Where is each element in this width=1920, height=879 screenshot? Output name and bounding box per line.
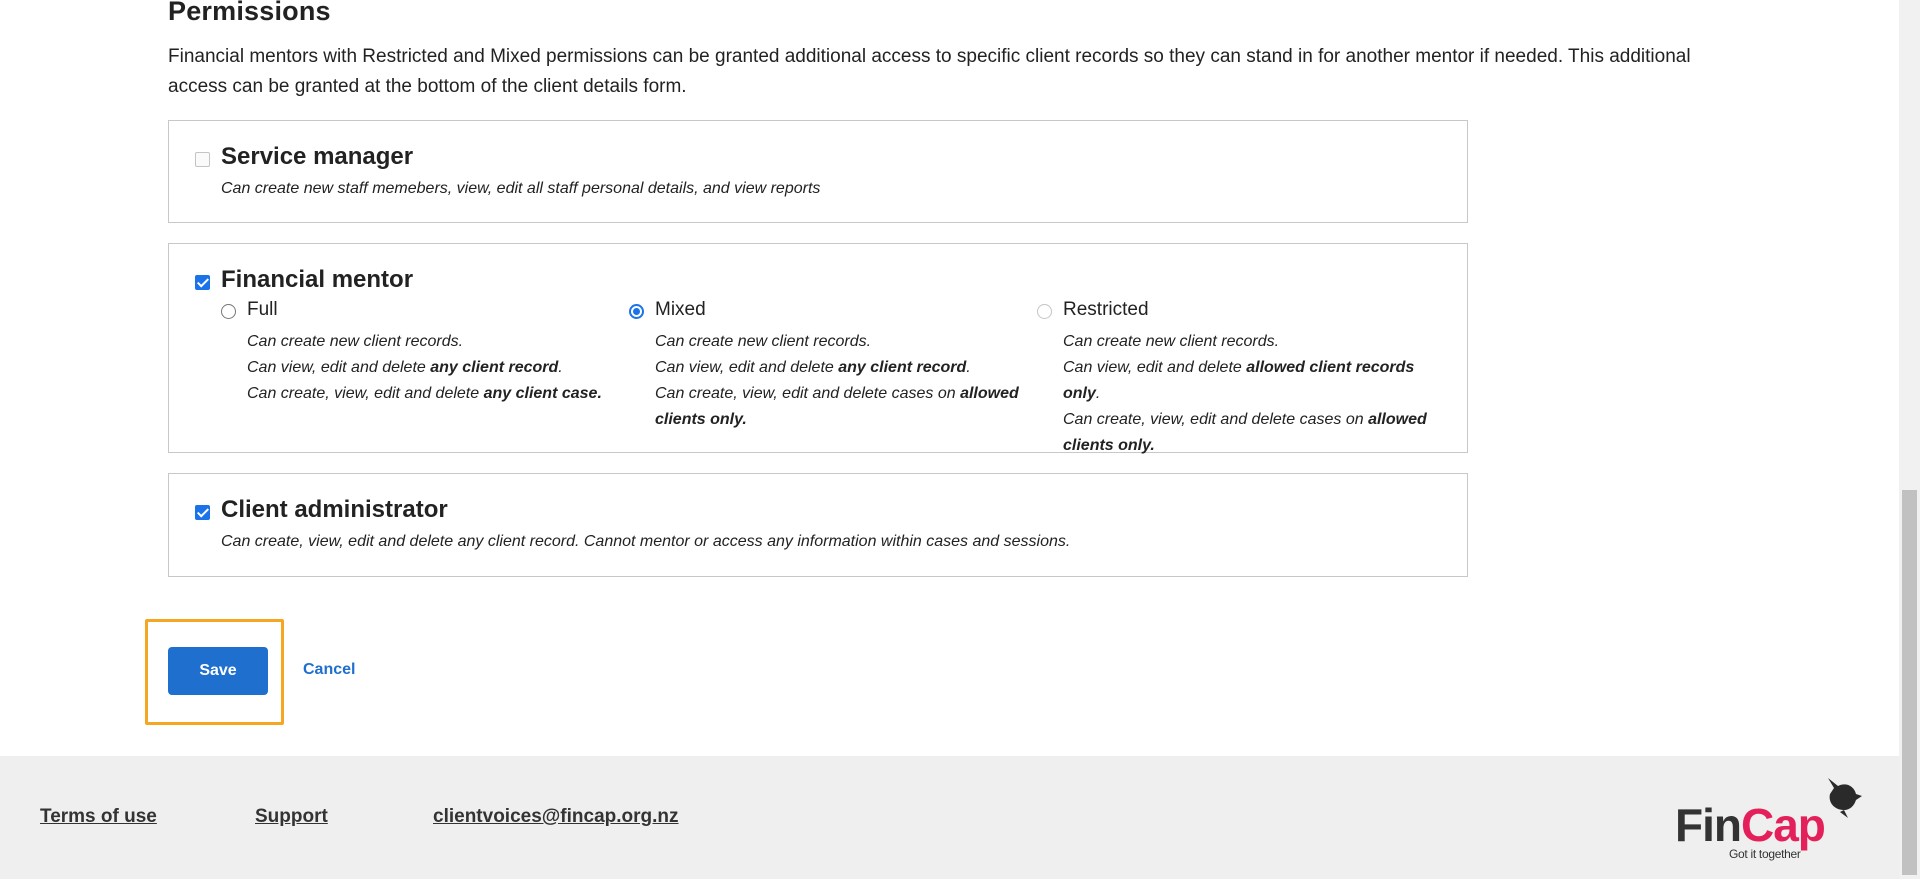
full-desc-line2: Can view, edit and delete any client record. [247,359,563,376]
full-desc-line3: Can create, view, edit and delete any client case. [247,385,602,402]
full-description [247,329,627,407]
permissions-heading: Permissions [168,0,331,26]
save-button[interactable]: Save [168,647,268,695]
mixed-description [655,329,1035,433]
support-link[interactable]: Support [255,806,328,827]
financial-mentor-title: Financial mentor [221,266,414,293]
bird-icon [1818,774,1864,820]
full-radio[interactable] [221,304,236,319]
mixed-label: Mixed [655,299,706,320]
service-manager-checkbox[interactable] [195,152,210,167]
terms-of-use-link[interactable]: Terms of use [40,806,157,827]
service-manager-panel [168,120,1468,223]
restricted-description [1063,329,1443,459]
mixed-desc-line1: Can create new client records. [655,333,872,350]
logo-wordmark: FinCap [1675,799,1825,851]
client-administrator-panel [168,473,1468,577]
service-manager-title: Service manager [221,143,414,170]
logo-tagline: Got it together [1729,847,1801,861]
mixed-radio[interactable] [629,304,644,319]
cancel-link[interactable]: Cancel [303,661,356,678]
restricted-desc-line2: Can view, edit and delete allowed client records only. [1063,359,1415,402]
restricted-desc-line3: Can create, view, edit and delete cases on allowed clients only. [1063,411,1427,454]
financial-mentor-checkbox[interactable] [195,275,210,290]
full-label: Full [247,299,278,320]
restricted-desc-line1: Can create new client records. [1063,333,1280,350]
footer [0,756,1899,879]
vertical-scrollbar[interactable] [1899,0,1920,879]
restricted-radio[interactable] [1037,304,1052,319]
mixed-desc-line3: Can create, view, edit and delete cases on allowed clients only. [655,385,1019,428]
mixed-desc-line2: Can view, edit and delete any client record. [655,359,971,376]
scrollbar-thumb[interactable] [1902,490,1917,875]
client-administrator-checkbox[interactable] [195,505,210,520]
financial-mentor-panel [168,243,1468,453]
full-desc-line1: Can create new client records. [247,333,464,350]
permissions-intro: Financial mentors with Restricted and Mixed permissions can be granted additional access to specific client records so they can stand in for another mentor if needed. This additional access can be granted at the bottom of the client details form. [168,46,1691,97]
service-manager-description: Can create new staff memebers, view, edit all staff personal details, and view reports [221,180,821,197]
email-link[interactable]: clientvoices@fincap.org.nz [433,806,679,827]
client-administrator-title: Client administrator [221,496,448,523]
fincap-logo[interactable] [1675,774,1865,864]
client-administrator-description: Can create, view, edit and delete any client record. Cannot mentor or access any information within cases and sessions. [221,533,1071,550]
restricted-label: Restricted [1063,299,1149,320]
